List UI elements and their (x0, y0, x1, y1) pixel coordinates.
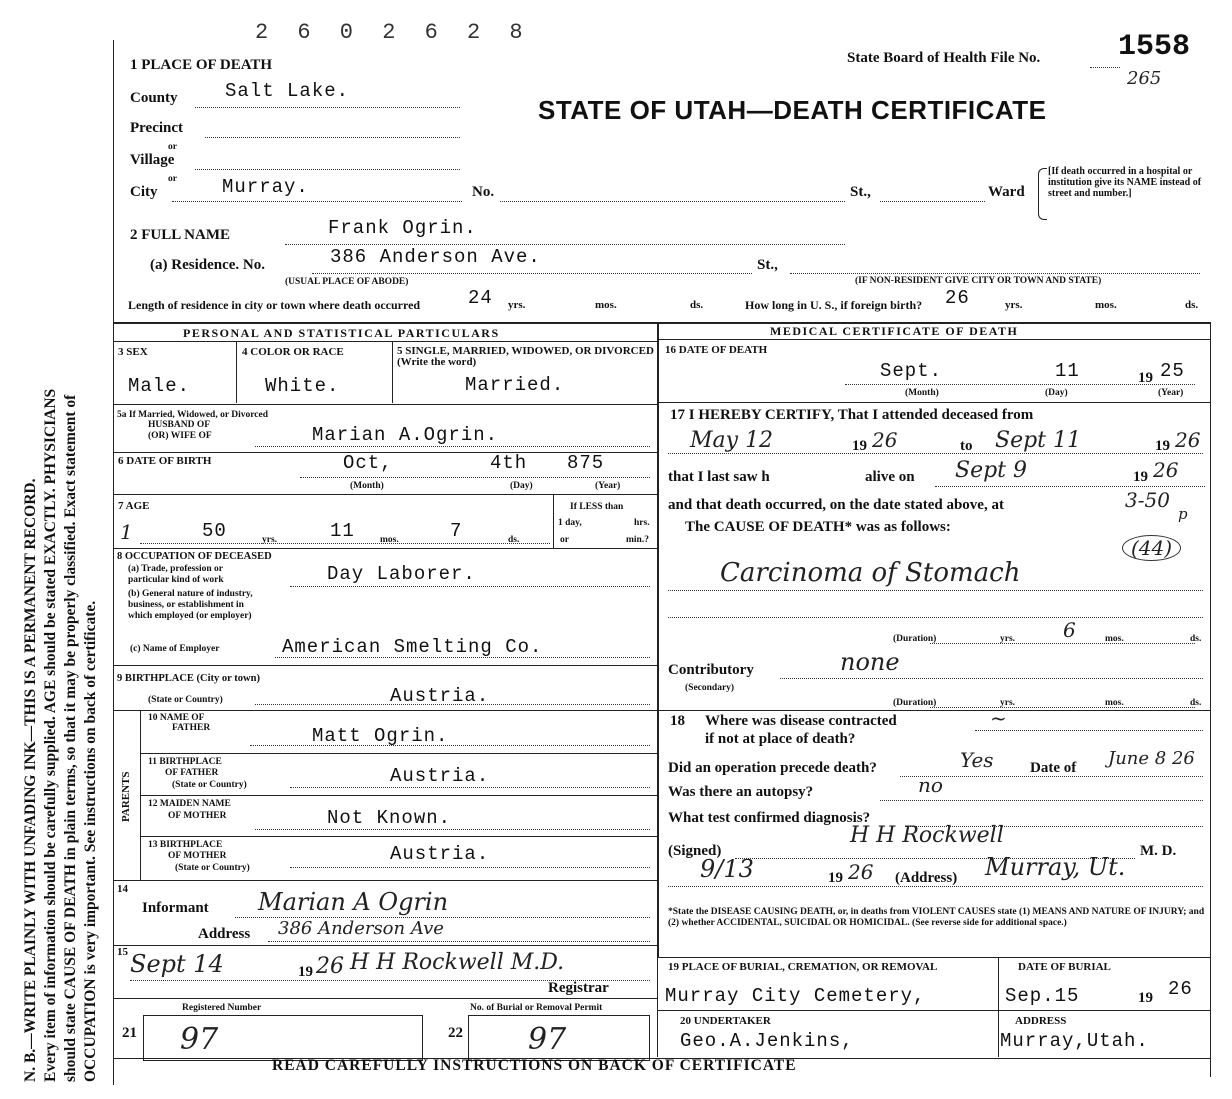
length-yrs: yrs. (508, 299, 526, 311)
attended-to: Sept 11 (995, 428, 1082, 453)
father-bp-label-2: OF FATHER (165, 768, 219, 778)
dob-month: Oct, (343, 452, 393, 474)
q18-label-1: Where was disease contracted (705, 713, 897, 729)
undertaker-address-label: ADDRESS (1015, 1015, 1067, 1027)
residence-label: (a) Residence. No. (150, 257, 265, 273)
autopsy-answer: no (918, 773, 943, 797)
death-month: Sept. (880, 360, 943, 382)
less-than-3: or (560, 535, 569, 545)
age-days: 7 (450, 520, 463, 542)
duration-line (930, 643, 1195, 644)
age-ds-unit: ds. (508, 535, 520, 545)
less-than-2b: hrs. (634, 518, 650, 528)
operation-date: June 8 26 (1108, 748, 1195, 769)
death-occurred-label: and that death occurred, on the date stated above, at (668, 497, 1004, 513)
q18-label-2: if not at place of death? (705, 731, 856, 747)
parents-label: PARENTS (120, 771, 132, 822)
length-mos: mos. (595, 299, 617, 311)
attended-to-y19: 19 (1155, 438, 1170, 454)
mother-bp-label-3: (State or Country) (175, 863, 250, 873)
residence-line (312, 273, 752, 274)
death-year: 25 (1160, 360, 1185, 382)
color-marital-divider (392, 341, 393, 403)
us-mos: mos. (1095, 299, 1117, 311)
father-bp-label-3: (State or Country) (172, 780, 247, 790)
burial-divider (998, 957, 999, 1057)
informant-address-line (268, 941, 650, 942)
no-label: No. (472, 184, 495, 200)
alive-on-label: alive on (865, 469, 915, 485)
marital-value: Married. (465, 374, 565, 396)
cause-code: (44) (1122, 535, 1181, 561)
ward-label: Ward (988, 184, 1025, 200)
operation-label: Did an operation precede death? (668, 760, 877, 776)
last-seen-line (935, 486, 1205, 487)
contributory-label: Contributory (668, 662, 754, 678)
father-bp-label-1: 11 BIRTHPLACE (148, 757, 222, 767)
duration-yrs: yrs. (1000, 634, 1016, 644)
age-mos-unit: mos. (380, 535, 399, 545)
mother-line (255, 829, 650, 830)
village-line (195, 169, 460, 170)
row-rule-12 (113, 998, 657, 999)
marital-label: 5 SINGLE, MARRIED, WIDOWED, OR DIVORCED (Write the word) (397, 345, 654, 368)
dob-month-caption: (Month) (350, 481, 384, 491)
mother-bp-label-1: 13 BIRTHPLACE (148, 840, 223, 850)
spouse-value: Marian A.Ogrin. (312, 424, 499, 446)
attended-from: May 12 (690, 428, 774, 453)
employer-value: American Smelting Co. (282, 636, 543, 658)
dob-year: 875 (567, 452, 605, 474)
attended-to-label: to (960, 438, 973, 454)
spouse-label-2: HUSBAND OF (148, 420, 211, 430)
father-label-2: FATHER (172, 723, 211, 733)
or-1: or (168, 142, 177, 152)
age-yrs-unit: yrs. (262, 535, 278, 545)
us-residence-years: 26 (945, 287, 970, 309)
duration-months: 6 (1063, 618, 1076, 642)
father-line (250, 745, 650, 746)
autopsy-label: Was there an autopsy? (668, 784, 814, 800)
city-value: Murray. (222, 176, 309, 198)
last-saw-label: that I last saw h (668, 469, 770, 485)
city-label: City (130, 184, 158, 200)
less-than-3b: min.? (626, 535, 649, 545)
death-day: 11 (1055, 360, 1080, 382)
burial-permit-label: No. of Burial or Removal Permit (470, 1003, 603, 1013)
burial-date-label: DATE OF BURIAL (1018, 961, 1111, 973)
registrar-label: Registrar (548, 980, 609, 996)
burial-place-label: 19 PLACE OF BURIAL, CREMATION, OR REMOVAL (668, 961, 938, 973)
age-line (140, 543, 550, 544)
occupation-b3: which employed (or employer) (128, 611, 252, 621)
dob-day: 4th (490, 452, 528, 474)
file-number-sub: 265 (1127, 68, 1162, 89)
cause-label: The CAUSE OF DEATH* was as follows: (685, 519, 951, 535)
section-top-rule (113, 322, 1211, 324)
row-rule-6 (113, 710, 657, 711)
length-ds: ds. (690, 299, 704, 311)
usual-abode-caption: (USUAL PLACE OF ABODE) (285, 277, 409, 287)
mother-bp-label-2: OF MOTHER (168, 851, 227, 861)
county-label: County (130, 90, 178, 106)
burial-year-prefix: 19 (1138, 990, 1153, 1006)
dob-day-caption: (Day) (510, 481, 533, 491)
burial-place-value: Murray City Cemetery, (665, 985, 926, 1007)
operation-date-label: Date of (1030, 760, 1077, 776)
row-rule-10 (113, 880, 657, 881)
item-22: 22 (448, 1025, 463, 1041)
death-day-caption: (Day) (1045, 388, 1068, 398)
dob-line (300, 477, 650, 478)
occupation-a2: particular kind of work (128, 575, 224, 585)
precinct-label: Precinct (130, 120, 184, 136)
informant-value: Marian A Ogrin (258, 888, 449, 916)
medical-rule-2 (657, 710, 1210, 711)
ward-note: [If death occurred in a hospital or institution give its NAME instead of street and number.] (1048, 166, 1202, 199)
spouse-label-1: 5a If Married, Widowed, or Divorced (117, 410, 269, 420)
file-number-label: State Board of Health File No. (847, 50, 1041, 66)
spouse-label-3: (OR) WIFE OF (148, 431, 212, 441)
father-bp-line (290, 787, 650, 788)
age-years: 50 (202, 520, 227, 542)
mother-bp-line (290, 867, 650, 868)
side-instructions (0, 0, 105, 1099)
q18-line (975, 730, 1203, 731)
date-of-death-label: 16 DATE OF DEATH (665, 344, 768, 356)
last-seen-y19: 19 (1133, 469, 1148, 485)
q18-answer: ~ (990, 706, 1007, 730)
certificate-title: STATE OF UTAH—DEATH CERTIFICATE (538, 95, 1047, 125)
informant-label: Informant (142, 900, 209, 916)
row-rule-5 (113, 665, 657, 666)
age-mark: 1 (120, 520, 133, 544)
item-14: 14 (117, 883, 128, 895)
row-rule-3 (113, 494, 657, 495)
cause-line-1 (668, 590, 1203, 591)
physician-address-label: (Address) (895, 870, 958, 886)
file-number: 1558 (1118, 30, 1191, 64)
operation-answer: Yes (960, 748, 994, 772)
age-months: 11 (330, 520, 355, 542)
mother-value: Not Known. (327, 807, 452, 829)
occupation-value: Day Laborer. (327, 563, 476, 585)
attended-line (668, 453, 1203, 454)
less-than-1: If LESS than (570, 502, 624, 512)
burial-left-border (657, 957, 658, 1057)
stamp-number: 2 6 0 2 6 2 8 (255, 20, 531, 45)
undertaker-label: 20 UNDERTAKER (680, 1015, 771, 1027)
last-seen-date: Sept 9 (955, 458, 1028, 483)
registrar-signature: H H Rockwell M.D. (350, 950, 565, 975)
precinct-line (205, 137, 460, 138)
cause-value: Carcinoma of Stomach (720, 558, 1021, 588)
duration2-line (930, 707, 1195, 708)
cause-line-2 (668, 617, 1203, 618)
birthplace-value: Austria. (390, 685, 490, 707)
item-15: 15 (117, 946, 128, 958)
form-left-border (113, 40, 114, 1085)
attended-to-year: 26 (1175, 428, 1201, 452)
secondary-label: (Secondary) (685, 683, 735, 693)
death-year-caption: (Year) (1158, 388, 1184, 398)
residence-value: 386 Anderson Ave. (330, 246, 541, 268)
father-label-1: 10 NAME OF (148, 713, 205, 723)
mother-label-1: 12 MAIDEN NAME (148, 799, 231, 809)
medical-heading: MEDICAL CERTIFICATE OF DEATH (770, 324, 1019, 338)
filed-date: Sept 14 (130, 950, 224, 978)
full-name-line (285, 244, 845, 245)
last-seen-year: 26 (1153, 458, 1179, 482)
contributory-value: none (840, 648, 900, 676)
medical-rule-1 (657, 402, 1210, 403)
death-year-prefix: 19 (1138, 370, 1153, 386)
father-bp-value: Austria. (390, 765, 490, 787)
city-line (172, 201, 462, 202)
side-note-line-1: N. B.—WRITE PLAINLY WITH UNFADING INK—THIS IS A PERMANENT RECORD. (22, 478, 39, 1082)
number-line (500, 201, 845, 202)
duration-ds: ds. (1190, 634, 1202, 644)
row-rule-9 (140, 836, 657, 837)
occupation-line (290, 586, 650, 587)
side-note-line-2: Every item of information should be carefully supplied. AGE should be stated EXACTLY. PHYSICIANS (42, 388, 59, 1082)
section-divider (657, 322, 659, 957)
employer-label: (c) Name of Employer (130, 644, 220, 654)
duration2-yrs: yrs. (1000, 698, 1016, 708)
operation-line (900, 776, 1203, 777)
duration-label: (Duration) (893, 634, 937, 644)
personal-heading-rule (113, 341, 657, 342)
occupation-b2: business, or establishment in (128, 600, 244, 610)
age-divider (553, 494, 554, 548)
burial-year: 26 (1168, 978, 1193, 1000)
death-date-line (845, 384, 1195, 385)
registered-number-label: Registered Number (182, 1003, 262, 1013)
occupation-a1: (a) Trade, profession or (128, 564, 223, 574)
or-2: or (168, 174, 177, 184)
q18-number: 18 (670, 713, 685, 729)
row-rule-7 (140, 753, 657, 754)
file-number-line (1090, 67, 1120, 68)
duration2-mos: mos. (1105, 698, 1124, 708)
row-rule-4 (113, 548, 657, 549)
filed-year: 26 (316, 954, 344, 979)
burial-mid-rule (657, 1010, 1210, 1011)
sex-label: 3 SEX (118, 346, 148, 358)
burial-top-rule (657, 957, 1210, 958)
physician-address-line (668, 886, 1203, 887)
length-residence-label: Length of residence in city or town where death occurred (128, 298, 421, 312)
street-line (880, 201, 985, 202)
us-yrs: yrs. (1005, 299, 1023, 311)
full-name-label: 2 FULL NAME (130, 227, 231, 243)
county-value: Salt Lake. (225, 80, 350, 102)
dob-year-caption: (Year) (595, 481, 621, 491)
row-rule-11 (113, 945, 657, 946)
residence-street-label: St., (757, 257, 778, 273)
burial-permit-number: 97 (528, 1022, 567, 1057)
age-label: 7 AGE (118, 500, 150, 512)
signed-year: 26 (848, 860, 874, 884)
row-rule-1 (113, 404, 657, 405)
contributory-line (780, 678, 1203, 679)
death-month-caption: (Month) (905, 388, 939, 398)
street-label: St., (850, 184, 871, 200)
death-time-suffix: p (1178, 505, 1188, 523)
autopsy-line (880, 800, 1203, 801)
sex-color-divider (236, 341, 237, 403)
attended-from-y19: 19 (852, 438, 867, 454)
undertaker-address: Murray,Utah. (1000, 1030, 1149, 1052)
mother-bp-value: Austria. (390, 843, 490, 865)
nonresident-caption: (IF NON-RESIDENT GIVE CITY OR TOWN AND STATE) (855, 276, 1102, 286)
registered-number: 97 (180, 1022, 219, 1057)
color-value: White. (265, 375, 340, 397)
ward-brace (1038, 168, 1047, 220)
item-21: 21 (122, 1025, 137, 1041)
duration2-ds: ds. (1190, 698, 1202, 708)
county-line (195, 107, 460, 108)
burial-date: Sep.15 (1005, 985, 1080, 1007)
form-right-border (1210, 322, 1211, 1077)
medical-heading-rule (657, 339, 1210, 340)
personal-heading: PERSONAL AND STATISTICAL PARTICULARS (183, 326, 500, 340)
row-rule-8 (140, 795, 657, 796)
us-ds: ds. (1185, 299, 1199, 311)
informant-address-value: 386 Anderson Ave (278, 918, 444, 939)
certify-label: 17 I HEREBY CERTIFY, That I attended deceased from (670, 407, 1034, 423)
duration2-label: (Duration) (893, 698, 937, 708)
mother-label-2: OF MOTHER (168, 811, 227, 821)
death-time: 3-50 (1125, 488, 1170, 512)
md-label: M. D. (1140, 843, 1177, 859)
informant-address-label: Address (198, 926, 251, 942)
birthplace-label: 9 BIRTHPLACE (City or town) (117, 673, 260, 684)
physician-address: Murray, Ut. (985, 853, 1126, 881)
signed-label: (Signed) (668, 843, 722, 859)
residence-street-line (790, 273, 1200, 274)
place-of-death-label: 1 PLACE OF DEATH (130, 57, 273, 73)
signed-date: 9/13 (700, 855, 754, 883)
father-value: Matt Ogrin. (312, 725, 449, 747)
undertaker-value: Geo.A.Jenkins, (680, 1030, 854, 1052)
signed-year-prefix: 19 (828, 870, 843, 886)
sex-value: Male. (128, 375, 191, 397)
attended-from-year: 26 (872, 428, 898, 452)
us-residence-label: How long in U. S., if foreign birth? (745, 298, 923, 312)
village-label: Village (130, 152, 175, 168)
full-name-value: Frank Ogrin. (328, 217, 477, 239)
side-note-line-3: should state CAUSE OF DEATH in plain terms, so that it may be properly classified. Exact statement of (62, 394, 79, 1082)
occupation-label: 8 OCCUPATION OF DECEASED (117, 551, 272, 562)
footer-instructions: READ CAREFULLY INSTRUCTIONS ON BACK OF CERTIFICATE (272, 1057, 797, 1074)
length-residence-years: 24 (468, 287, 493, 309)
color-label: 4 COLOR OR RACE (242, 346, 344, 358)
side-note-line-4: OCCUPATION is very important. See instructions on back of certificate. (82, 600, 99, 1082)
duration-mos: mos. (1105, 634, 1124, 644)
less-than-2: 1 day, (558, 518, 582, 528)
cause-footnote: *State the DISEASE CAUSING DEATH, or, in deaths from VIOLENT CAUSES state (1) MEANS AND NATURE OF INJURY; and (2) whether ACCIDENTAL, SUICIDAL OR HOMICIDAL. (See reverse side for additional space.) (668, 907, 1205, 928)
spouse-line (255, 446, 650, 447)
filed-year-prefix: 19 (298, 964, 313, 980)
occupation-b1: (b) General nature of industry, (128, 589, 253, 599)
test-label: What test confirmed diagnosis? (668, 810, 871, 826)
birthplace-sub: (State or Country) (148, 695, 223, 705)
dob-label: 6 DATE OF BIRTH (118, 455, 212, 467)
physician-signature: H H Rockwell (850, 823, 1004, 848)
